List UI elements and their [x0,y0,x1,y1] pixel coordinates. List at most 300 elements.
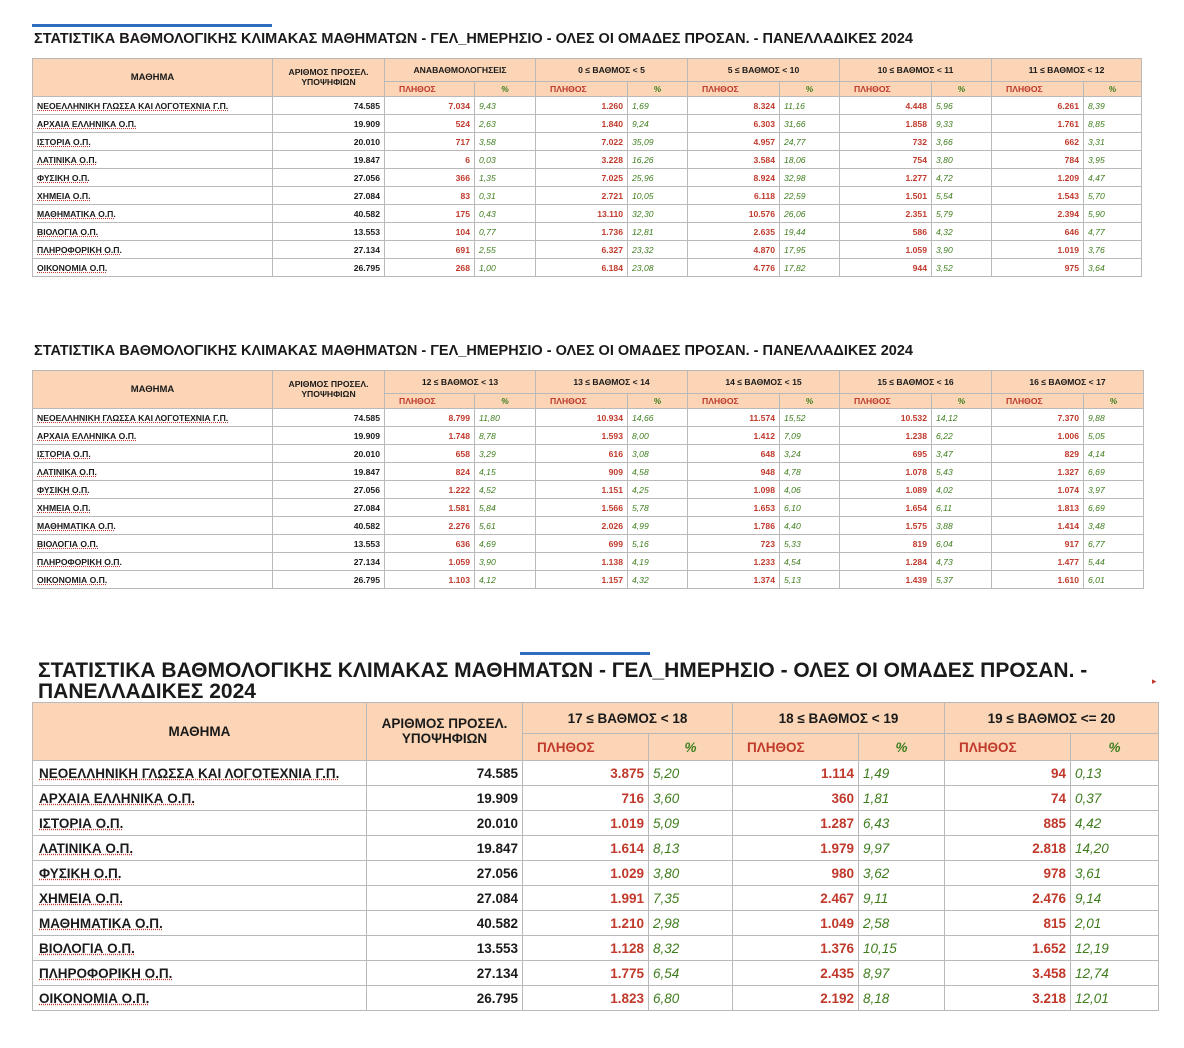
percent-value: 4,78 [780,463,840,481]
grade-table [32,702,1159,1011]
candidate-count: 26.795 [273,259,385,277]
count-value: 754 [840,151,932,169]
percent-value: 11,80 [475,409,536,427]
count-value: 1.049 [733,911,859,936]
count-value: 819 [840,535,932,553]
count-value: 7.022 [536,133,628,151]
count-value: 1.210 [523,911,649,936]
count-value: 732 [840,133,932,151]
percent-value: 3,76 [1084,241,1142,259]
subject-name: ΦΥΣΙΚΗ Ο.Π. [33,481,273,499]
count-value: 175 [385,205,475,223]
grade-table [32,58,1142,277]
percent-value: 4,25 [628,481,688,499]
table-row [33,517,1144,535]
count-value: 83 [385,187,475,205]
count-value: 1.614 [523,836,649,861]
percent-header: % [780,394,840,409]
percent-value: 3,08 [628,445,688,463]
count-value: 366 [385,169,475,187]
percent-value: 5,09 [649,811,733,836]
subject-name: ΛΑΤΙΝΙΚΑ Ο.Π. [33,463,273,481]
count-value: 699 [536,535,628,553]
percent-value: 3,95 [1084,151,1142,169]
percent-value: 9,43 [475,97,536,115]
count-value: 7.025 [536,169,628,187]
percent-value: 2,55 [475,241,536,259]
count-value: 268 [385,259,475,277]
selection-marker [520,652,650,655]
count-value: 658 [385,445,475,463]
candidate-count: 13.553 [273,535,385,553]
subject-name: ΦΥΣΙΚΗ Ο.Π. [33,169,273,187]
count-value: 691 [385,241,475,259]
header-row [33,371,1144,394]
percent-value: 14,66 [628,409,688,427]
percent-value: 8,13 [649,836,733,861]
percent-value: 5,44 [1084,553,1144,571]
count-value: 695 [840,445,932,463]
percent-value: 4,12 [475,571,536,589]
percent-value: 6,77 [1084,535,1144,553]
count-value: 1.979 [733,836,859,861]
grade-range-header: 14 ≤ ΒΑΘΜΟΣ < 15 [688,371,840,394]
candidate-count: 20.010 [367,811,523,836]
count-value: 1.823 [523,986,649,1011]
percent-value: 1,69 [628,97,688,115]
stats-sheet-1 [32,26,1142,277]
count-value: 3.228 [536,151,628,169]
percent-value: 2,63 [475,115,536,133]
count-value: 1.748 [385,427,475,445]
table-row [33,187,1142,205]
count-value: 6.184 [536,259,628,277]
subject-name: ΟΙΚΟΝΟΜΙΑ Ο.Π. [33,986,367,1011]
table-row [33,97,1142,115]
table-row [33,259,1142,277]
count-value: 1.078 [840,463,932,481]
candidate-count: 74.585 [367,761,523,786]
count-value: 1.652 [945,936,1071,961]
percent-value: 5,16 [628,535,688,553]
table-row [33,836,1159,861]
count-value: 1.284 [840,553,932,571]
table-row [33,409,1144,427]
candidate-count: 27.134 [367,961,523,986]
count-value: 648 [688,445,780,463]
candidate-count: 19.909 [273,427,385,445]
subject-name: ΜΑΘΗΜΑΤΙΚΑ Ο.Π. [33,517,273,535]
percent-value: 8,18 [859,986,945,1011]
count-value: 6.327 [536,241,628,259]
count-value: 6 [385,151,475,169]
count-value: 1.238 [840,427,932,445]
count-value: 2.276 [385,517,475,535]
count-value: 6.261 [992,97,1084,115]
percent-value: 3,31 [1084,133,1142,151]
percent-value: 6,80 [649,986,733,1011]
percent-value: 23,32 [628,241,688,259]
count-value: 1.114 [733,761,859,786]
subject-name: ΙΣΤΟΡΙΑ Ο.Π. [33,133,273,151]
table-row [33,223,1142,241]
percent-header: % [1084,394,1144,409]
count-value: 2.351 [840,205,932,223]
overflow-arrow-icon: ▸ [1152,676,1157,686]
percent-value: 3,97 [1084,481,1144,499]
count-value: 636 [385,535,475,553]
count-value: 1.074 [992,481,1084,499]
percent-value: 2,01 [1071,911,1159,936]
count-value: 1.138 [536,553,628,571]
percent-value: 3,80 [932,151,992,169]
count-header: ΠΛΗΘΟΣ [688,394,780,409]
table-row [33,571,1144,589]
count-header: ΠΛΗΘΟΣ [945,734,1071,761]
percent-value: 5,20 [649,761,733,786]
percent-header: % [628,82,688,97]
subject-name: ΛΑΤΙΝΙΚΑ Ο.Π. [33,151,273,169]
count-header: ΠΛΗΘΟΣ [840,394,932,409]
count-value: 2.476 [945,886,1071,911]
percent-value: 15,52 [780,409,840,427]
candidate-count: 27.084 [273,499,385,517]
count-value: 13.110 [536,205,628,223]
count-value: 723 [688,535,780,553]
percent-value: 8,85 [1084,115,1142,133]
percent-value: 7,09 [780,427,840,445]
percent-value: 3,29 [475,445,536,463]
percent-value: 4,42 [1071,811,1159,836]
percent-value: 3,60 [649,786,733,811]
table-row [33,151,1142,169]
count-value: 1.157 [536,571,628,589]
candidate-count: 27.056 [273,481,385,499]
percent-value: 4,99 [628,517,688,535]
count-value: 948 [688,463,780,481]
count-header: ΠΛΗΘΟΣ [385,394,475,409]
subject-name: ΧΗΜΕΙΑ Ο.Π. [33,499,273,517]
count-value: 978 [945,861,1071,886]
percent-value: 3,47 [932,445,992,463]
percent-value: 4,69 [475,535,536,553]
percent-value: 5,79 [932,205,992,223]
grade-range-header: 5 ≤ ΒΑΘΜΟΣ < 10 [688,59,840,82]
count-value: 2.818 [945,836,1071,861]
count-value: 1.089 [840,481,932,499]
subject-name: ΑΡΧΑΙΑ ΕΛΛΗΝΙΚΑ Ο.Π. [33,115,273,133]
count-header: ΠΛΗΘΟΣ [992,394,1084,409]
percent-value: 3,88 [932,517,992,535]
subject-header: ΜΑΘΗΜΑ [33,371,273,409]
subject-header: ΜΑΘΗΜΑ [33,59,273,97]
table-row [33,911,1159,936]
stats-sheet-3 [32,660,1159,1011]
percent-header: % [859,734,945,761]
grade-range-header: 17 ≤ ΒΑΘΜΟΣ < 18 [523,703,733,734]
count-value: 1.581 [385,499,475,517]
percent-value: 4,02 [932,481,992,499]
count-value: 1.287 [733,811,859,836]
table-row [33,553,1144,571]
count-value: 1.059 [840,241,932,259]
percent-value: 0,31 [475,187,536,205]
count-value: 1.006 [992,427,1084,445]
percent-value: 4,54 [780,553,840,571]
subject-name: ΒΙΟΛΟΓΙΑ Ο.Π. [33,223,273,241]
candidate-count: 40.582 [273,205,385,223]
count-value: 1.575 [840,517,932,535]
table-row [33,115,1142,133]
percent-value: 14,12 [932,409,992,427]
subject-name: ΛΑΤΙΝΙΚΑ Ο.Π. [33,836,367,861]
percent-value: 6,10 [780,499,840,517]
percent-value: 6,69 [1084,463,1144,481]
count-value: 815 [945,911,1071,936]
percent-value: 9,33 [932,115,992,133]
count-value: 1.840 [536,115,628,133]
percent-value: 1,00 [475,259,536,277]
candidate-count: 40.582 [367,911,523,936]
candidate-count: 19.847 [273,463,385,481]
grade-range-header: 19 ≤ ΒΑΘΜΟΣ <= 20 [945,703,1159,734]
percent-value: 0,13 [1071,761,1159,786]
subject-name: ΙΣΤΟΡΙΑ Ο.Π. [33,445,273,463]
percent-value: 2,58 [859,911,945,936]
table-row [33,133,1142,151]
table-row [33,861,1159,886]
percent-value: 6,43 [859,811,945,836]
percent-value: 4,19 [628,553,688,571]
header-row [33,703,1159,734]
candidate-count: 27.084 [273,187,385,205]
sheet-title: ΣΤΑΤΙΣΤΙΚΑ ΒΑΘΜΟΛΟΓΙΚΗΣ ΚΛΙΜΑΚΑΣ ΜΑΘΗΜΑΤΩΝ - ΓΕΛ_ΗΜΕΡΗΣΙΟ - ΟΛΕΣ ΟΙ ΟΜΑΔΕΣ ΠΡΟΣΑΝ. - ΠΑΝΕΛΛΑΔΙΚΕΣ 2024 [38,659,1088,703]
count-value: 716 [523,786,649,811]
percent-value: 24,77 [780,133,840,151]
count-value: 717 [385,133,475,151]
percent-value: 0,03 [475,151,536,169]
percent-value: 10,15 [859,936,945,961]
percent-value: 4,15 [475,463,536,481]
percent-header: % [475,394,536,409]
percent-value: 5,37 [932,571,992,589]
percent-value: 5,90 [1084,205,1142,223]
table-row [33,535,1144,553]
percent-value: 7,35 [649,886,733,911]
percent-value: 4,47 [1084,169,1142,187]
percent-value: 5,96 [932,97,992,115]
candidate-count: 19.909 [367,786,523,811]
count-header: ΠΛΗΘΟΣ [536,82,628,97]
count-value: 10.532 [840,409,932,427]
count-value: 1.439 [840,571,932,589]
count-value: 1.098 [688,481,780,499]
percent-value: 3,90 [932,241,992,259]
percent-value: 3,52 [932,259,992,277]
percent-value: 6,69 [1084,499,1144,517]
percent-value: 4,32 [628,571,688,589]
percent-value: 8,00 [628,427,688,445]
count-value: 1.593 [536,427,628,445]
count-value: 3.584 [688,151,780,169]
count-value: 4.448 [840,97,932,115]
subject-name: ΝΕΟΕΛΛΗΝΙΚΗ ΓΛΩΣΣΑ ΚΑΙ ΛΟΓΟΤΕΧΝΙΑ Γ.Π. [33,761,367,786]
count-value: 2.635 [688,223,780,241]
candidate-count: 27.056 [273,169,385,187]
percent-value: 2,98 [649,911,733,936]
count-value: 1.477 [992,553,1084,571]
sheet-title: ΣΤΑΤΙΣΤΙΚΑ ΒΑΘΜΟΛΟΓΙΚΗΣ ΚΛΙΜΑΚΑΣ ΜΑΘΗΜΑΤΩΝ - ΓΕΛ_ΗΜΕΡΗΣΙΟ - ΟΛΕΣ ΟΙ ΟΜΑΔΕΣ ΠΡΟΣΑΝ. - ΠΑΝΕΛΛΑΔΙΚΕΣ 2024 [34,343,913,359]
table-row [33,427,1144,445]
count-value: 8.924 [688,169,780,187]
candidate-count: 13.553 [273,223,385,241]
percent-value: 16,26 [628,151,688,169]
count-value: 1.654 [840,499,932,517]
percent-value: 4,32 [932,223,992,241]
percent-value: 3,48 [1084,517,1144,535]
percent-value: 6,04 [932,535,992,553]
count-value: 1.414 [992,517,1084,535]
percent-value: 6,54 [649,961,733,986]
count-value: 94 [945,761,1071,786]
count-value: 104 [385,223,475,241]
count-value: 1.233 [688,553,780,571]
count-value: 10.934 [536,409,628,427]
count-value: 1.277 [840,169,932,187]
subject-name: ΠΛΗΡΟΦΟΡΙΚΗ Ο.Π. [33,961,367,986]
candidate-count: 27.134 [273,553,385,571]
percent-value: 3,24 [780,445,840,463]
count-header: ΠΛΗΘΟΣ [840,82,932,97]
percent-value: 9,24 [628,115,688,133]
count-value: 4.870 [688,241,780,259]
count-value: 1.019 [992,241,1084,259]
table-row [33,986,1159,1011]
count-value: 1.610 [992,571,1084,589]
percent-value: 4,73 [932,553,992,571]
count-header: ΠΛΗΘΟΣ [688,82,780,97]
percent-header: % [628,394,688,409]
percent-value: 8,32 [649,936,733,961]
count-value: 1.566 [536,499,628,517]
percent-value: 9,97 [859,836,945,861]
table-row [33,761,1159,786]
percent-value: 3,64 [1084,259,1142,277]
table-row [33,481,1144,499]
count-value: 1.786 [688,517,780,535]
count-value: 980 [733,861,859,886]
subject-name: ΜΑΘΗΜΑΤΙΚΑ Ο.Π. [33,911,367,936]
count-value: 7.034 [385,97,475,115]
percent-value: 4,58 [628,463,688,481]
count-value: 4.776 [688,259,780,277]
subject-name: ΑΡΧΑΙΑ ΕΛΛΗΝΙΚΑ Ο.Π. [33,427,273,445]
percent-value: 5,54 [932,187,992,205]
count-value: 2.721 [536,187,628,205]
stats-sheet-2 [32,338,1144,589]
count-value: 2.394 [992,205,1084,223]
subject-name: ΝΕΟΕΛΛΗΝΙΚΗ ΓΛΩΣΣΑ ΚΑΙ ΛΟΓΟΤΕΧΝΙΑ Γ.Π. [33,409,273,427]
percent-value: 5,84 [475,499,536,517]
percent-value: 6,11 [932,499,992,517]
count-value: 784 [992,151,1084,169]
count-value: 662 [992,133,1084,151]
percent-header: % [780,82,840,97]
percent-value: 11,16 [780,97,840,115]
percent-value: 0,77 [475,223,536,241]
count-value: 1.543 [992,187,1084,205]
count-value: 824 [385,463,475,481]
percent-value: 5,43 [932,463,992,481]
percent-value: 5,61 [475,517,536,535]
percent-value: 4,72 [932,169,992,187]
count-value: 2.026 [536,517,628,535]
count-value: 11.574 [688,409,780,427]
subject-name: ΟΙΚΟΝΟΜΙΑ Ο.Π. [33,259,273,277]
percent-value: 8,39 [1084,97,1142,115]
percent-value: 6,22 [932,427,992,445]
subject-name: ΟΙΚΟΝΟΜΙΑ Ο.Π. [33,571,273,589]
candidate-count: 27.134 [273,241,385,259]
count-header: ΠΛΗΘΟΣ [536,394,628,409]
subject-name: ΒΙΟΛΟΓΙΑ Ο.Π. [33,936,367,961]
candidate-count: 19.847 [367,836,523,861]
percent-value: 32,30 [628,205,688,223]
count-value: 8.799 [385,409,475,427]
percent-value: 1,81 [859,786,945,811]
grade-range-header: 13 ≤ ΒΑΘΜΟΣ < 14 [536,371,688,394]
count-value: 2.467 [733,886,859,911]
subject-name: ΧΗΜΕΙΑ Ο.Π. [33,886,367,911]
count-value: 3.218 [945,986,1071,1011]
percent-value: 12,19 [1071,936,1159,961]
sheet-title: ΣΤΑΤΙΣΤΙΚΑ ΒΑΘΜΟΛΟΓΙΚΗΣ ΚΛΙΜΑΚΑΣ ΜΑΘΗΜΑΤΩΝ - ΓΕΛ_ΗΜΕΡΗΣΙΟ - ΟΛΕΣ ΟΙ ΟΜΑΔΕΣ ΠΡΟΣΑΝ. - ΠΑΝΕΛΛΑΔΙΚΕΣ 2024 [34,31,913,47]
percent-value: 9,88 [1084,409,1144,427]
percent-value: 5,13 [780,571,840,589]
candidate-count: 27.056 [367,861,523,886]
percent-header: % [932,82,992,97]
percent-value: 4,06 [780,481,840,499]
percent-value: 17,95 [780,241,840,259]
subject-name: ΦΥΣΙΚΗ Ο.Π. [33,861,367,886]
subject-header: ΜΑΘΗΜΑ [33,703,367,761]
count-value: 3.458 [945,961,1071,986]
grade-table [32,370,1144,589]
percent-value: 14,20 [1071,836,1159,861]
percent-value: 17,82 [780,259,840,277]
percent-value: 0,43 [475,205,536,223]
percent-value: 3,61 [1071,861,1159,886]
count-value: 6.118 [688,187,780,205]
percent-value: 4,77 [1084,223,1142,241]
candidate-count: 26.795 [367,986,523,1011]
subject-name: ΜΑΘΗΜΑΤΙΚΑ Ο.Π. [33,205,273,223]
percent-header: % [475,82,536,97]
candidates-header: ΑΡΙΘΜΟΣ ΠΡΟΣΕΛ. ΥΠΟΨΗΦΙΩΝ [273,59,385,97]
percent-value: 1,49 [859,761,945,786]
percent-value: 31,66 [780,115,840,133]
percent-value: 4,14 [1084,445,1144,463]
percent-value: 3,80 [649,861,733,886]
count-value: 74 [945,786,1071,811]
percent-value: 12,01 [1071,986,1159,1011]
table-row [33,241,1142,259]
subject-name: ΙΣΤΟΡΙΑ Ο.Π. [33,811,367,836]
count-value: 1.376 [733,936,859,961]
count-value: 4.957 [688,133,780,151]
candidate-count: 13.553 [367,936,523,961]
count-value: 10.576 [688,205,780,223]
